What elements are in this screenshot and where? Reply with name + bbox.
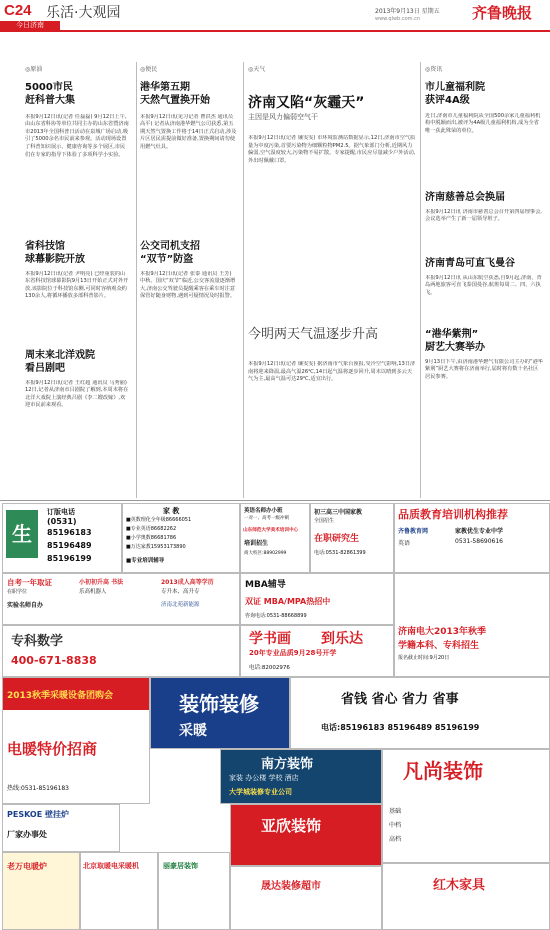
ad-education-brand [394,503,550,573]
page-number: C24 [4,2,32,19]
header-rule [0,30,550,32]
article-headline: 济南慈善总会换届 [425,191,505,203]
ad-text: 英语名师办小班 [244,508,283,514]
ad-text: 20年专业品质9月28号开学 [249,649,337,657]
ad-headline: 凡尚装饰 [403,759,483,783]
ad-art-school [240,503,310,573]
ad-tutoring [122,503,240,573]
article-body: 近日,济南市儿童福利院从全国500余家儿童福利机构中脱颖而出,被评为4A级儿童福利机构,成为全省唯一获此殊荣的单位。 [425,112,541,134]
ad-beijing-heater [80,852,158,930]
ad-headline: 双证 MBA/MPA热招中 [245,597,331,606]
ad-headline: 亚欣装饰 [261,817,322,835]
ad-subscription [2,503,122,573]
article-headline: 5000市民 赶科普大集 [25,81,75,106]
ad-text: 山东师范大学美术培训中心 [243,528,299,533]
ad-text: 齐鲁教育网 [398,528,429,535]
ad-text: 电话:82002976 [249,665,290,671]
ad-phone: 400-671-8838 [11,654,97,667]
article-deck: 主因是风力偏弱空气干 [248,112,318,121]
editor-tag: 今日济南 [0,21,60,30]
article-category: ◎便民 [140,66,158,73]
ad-nanfang-decor [220,749,382,804]
ad-headline: 品质教育培训机构推荐 [398,508,508,521]
ads-divider [0,500,550,501]
ad-text: 到乐达 [321,631,363,647]
ad-phone: 电话:85196183 85196489 85196199 [321,723,480,732]
ad-text: 商大校区:88902999 [244,551,287,556]
ad-text: 中档 [389,822,402,829]
newspaper-logo: 齐鲁晚报 [472,4,533,22]
ad-decoration-banner [150,677,290,749]
article-category: ◎资讯 [425,66,443,73]
article-column-4 [425,66,543,409]
article-body: 本报9月12日讯(见习记者 曹洪杰 通讯员 高平) 记者从济南港华燃气公司获悉,第五期天然气置换工作将于14日正式启动,涉及片区居民需提前做好准备,置换期间请勿使用燃气灶具。 [140,113,237,150]
article-headline: 市儿童福利院 获评4A级 [425,81,485,106]
ad-text: 在职研究生 [314,534,360,544]
ad-headline: 电暖特价招商 [7,740,98,758]
article-category: ◎天气 [248,66,266,73]
ad-text: 家装 办公楼 学校 酒店 [229,774,299,782]
article-headline: 周末来北洋戏院 看吕剧吧 [25,349,95,374]
article-column-2 [140,66,238,401]
ad-text: 基础 [389,808,402,815]
issue-date: 2013年9月13日 星期五 [375,8,440,15]
column-divider [243,62,244,498]
ad-phone: 85196489 [47,541,92,550]
ad-text: 济南北苑新能源 [161,602,200,608]
ad-heating-expo [2,677,150,804]
ad-headline: 老万电暖炉 [7,862,47,871]
article-headline: 省科技馆 球幕影院开放 [25,240,85,265]
article-body: 本报9月12日讯 从山东航空获悉,自9月起,济南、青岛两地旅客可直飞泰国曼谷,航班每周二、四、六执飞。 [425,274,542,296]
ad-mahogany [382,863,550,930]
ad-text: 咨询电话:0531-88668899 [245,613,307,619]
ad-text: 乐高机器人 [79,589,107,595]
article-body: 本报9月12日讯 济南市慈善总会召开第四届理事会,会议选举产生了新一届领导班子。 [425,208,542,223]
ad-headline: 南方装饰 [261,757,314,772]
ad-logo: 生 [6,510,38,558]
ad-lihaoju [158,852,230,930]
ad-text: 小初初升高 书法 [79,579,124,586]
ad-title: 家 教 [163,507,180,515]
ad-phone: 85196183 [47,528,92,537]
article-column-1 [25,66,130,440]
ad-shengda [230,866,382,930]
ad-headline: 丽豪居装饰 [163,862,198,870]
article-category: ◎原油 [25,66,43,73]
ad-text: 全国招生 [314,518,335,524]
ad-headline: PESKOE 壁挂炉 [7,810,69,819]
ad-text: 厂家办事处 [7,830,47,839]
article-body: 本报9月12日讯(记者 尹明亮) 已经重装的山东省科技馆球幕影院9月13日开始正式对外开放,该影院位于科技馆东侧,可同时容纳观众约130余人,将循环播放多部科普影片。 [25,270,129,300]
ad-phone: 热线:0531-85196183 [7,785,69,792]
ad-headline: 学籍本科、专科招生 [398,641,480,651]
ad-save-banner [290,677,550,749]
article-body: 本报9月12日讯(记者 张泰 通讯员 王芳) 中秋、国庆“双节”临近,公交客流量逐渐增大,济南公交驾驶员提醒乘客在乘车时注意保管好随身财物,遇到可疑情况及时报警。 [140,270,236,300]
ad-text: 英语 [398,540,411,547]
ad-text: 电话:0531-82861399 [314,550,366,556]
ad-text: 0531-58690616 [455,538,503,545]
ad-headline: 济南电大2013年秋季 [398,627,487,637]
ad-headline: 晟达装修超市 [261,881,321,892]
ad-headline: 采暖 [179,723,207,739]
ad-text: 大学城装修专业公司 [229,788,292,796]
ad-text: 2013成人高等学历 [161,579,214,586]
article-body: 本报9月12日讯(记者 任磊磊) 9月12日上午,由山东省科协等单位共同主办的山东省暨济南市2013年全国科普日活动在泉城广场启动,吸引了5000余名市民前来参观。活动现场设置了科普知识展示、健康咨询等多个展区,市民们在专家的指导下体验了多项科学小实验。 [25,113,129,158]
ad-math [2,625,240,677]
article-headline: 今明两天气温逐步升高 [248,327,379,343]
article-column-3 [248,66,416,451]
ad-text: 高档 [389,836,402,843]
ad-text: 初三高三中国家教 [314,509,363,516]
article-headline: 济南又陷“灰霾天” [248,94,365,111]
section-sub: ·大观园 [74,5,121,21]
ad-education-row [2,573,240,625]
column-divider [420,62,421,498]
ad-headline: 专科数学 [11,634,64,649]
ad-text: 专升本、高升专 [161,589,200,595]
ad-text: 学书画 [249,631,291,647]
ad-laowan [2,852,80,930]
section-title [46,2,120,22]
ad-headline: 北京取暖电采暖机 [83,862,139,870]
article-headline: 公交司机支招 “双节”防盗 [140,240,200,265]
ad-text: 自考一年取证 [7,578,52,587]
column-divider [136,62,137,498]
ad-text: ■专业培训辅导 [126,558,165,564]
ad-text: 订版电话 [47,508,75,516]
ad-headline: 省钱 省心 省力 省事 [341,692,459,707]
article-body: 9月13日下午,由济南港华燃气有限公司主办的“港华紫荆”厨艺大赛将在济南举行,届时将有数十名社区居民参赛。 [425,358,543,380]
ad-text: ■英数理化全年级86666051 [126,517,192,523]
article-body: 本报9月12日讯(记者 廉雯雯) 市环境监测站数据显示,12日,济南市空气质量为中度污染,首要污染物为细颗粒物PM2.5。据气象部门分析,近期风力偏弱,空气湿度较大,污染物不易扩散。专家提醒,市民应尽量减少户外活动,外出时佩戴口罩。 [248,135,416,164]
ad-text: MBA辅导 [245,580,286,590]
ad-text: 实验名师自办 [7,602,44,609]
ad-phone: 85196199 [47,554,92,563]
ad-postgrad [310,503,394,573]
ad-painting-school [240,625,394,677]
ad-text: 家教优生专业中学 [455,528,504,535]
ad-text: ■万达家教15953173890 [126,544,186,550]
ad-text: 一对一、高考一级冲刺 [244,516,289,521]
ad-headline: 红木家具 [433,878,486,893]
ad-mba [240,573,394,625]
ad-headline: 2013秋季采暖设备团购会 [7,691,114,701]
ad-text: (0531) [47,517,77,526]
section-name: 乐活 [46,5,74,21]
ad-tv-university [394,573,550,677]
ad-text: 在职学位 [7,589,28,595]
ad-text: 报名截止时间:9月20日 [398,655,450,661]
ad-text: ■专业英语86682262 [126,526,177,532]
article-headline: 港华第五期 天然气置换开始 [140,81,210,106]
ad-headline: 装饰装修 [179,692,259,716]
article-body: 本报9月12日讯(记者 廉雯雯) 据济南市气象台预报,受冷空气影响,13日济南将迎来降温,最高气温26℃,14日起气温将逐步回升,周末以晴到多云天气为主,最高气温可达29℃,适宜出行。 [248,361,416,383]
article-headline: 济南青岛可直飞曼谷 [425,257,515,269]
ad-fanshang-decor [382,749,550,863]
site-url: www.qlwb.com.cn [375,16,420,22]
article-body: 本报9月12日讯(记者 王红超 通讯员 马秀丽) 12日,记者从济南市吕剧院了解到,本周末将在北洋大戏院上演经典吕剧《李二嫂改嫁》,欢迎市民前来观看。 [25,379,129,409]
ad-yaxin [230,804,382,866]
ad-text: ■小学奥数86681786 [126,535,177,541]
ad-peskoe [2,804,120,852]
ad-text: 培训招生 [244,540,269,547]
article-headline: “港华紫荆” 厨艺大赛举办 [425,328,485,353]
